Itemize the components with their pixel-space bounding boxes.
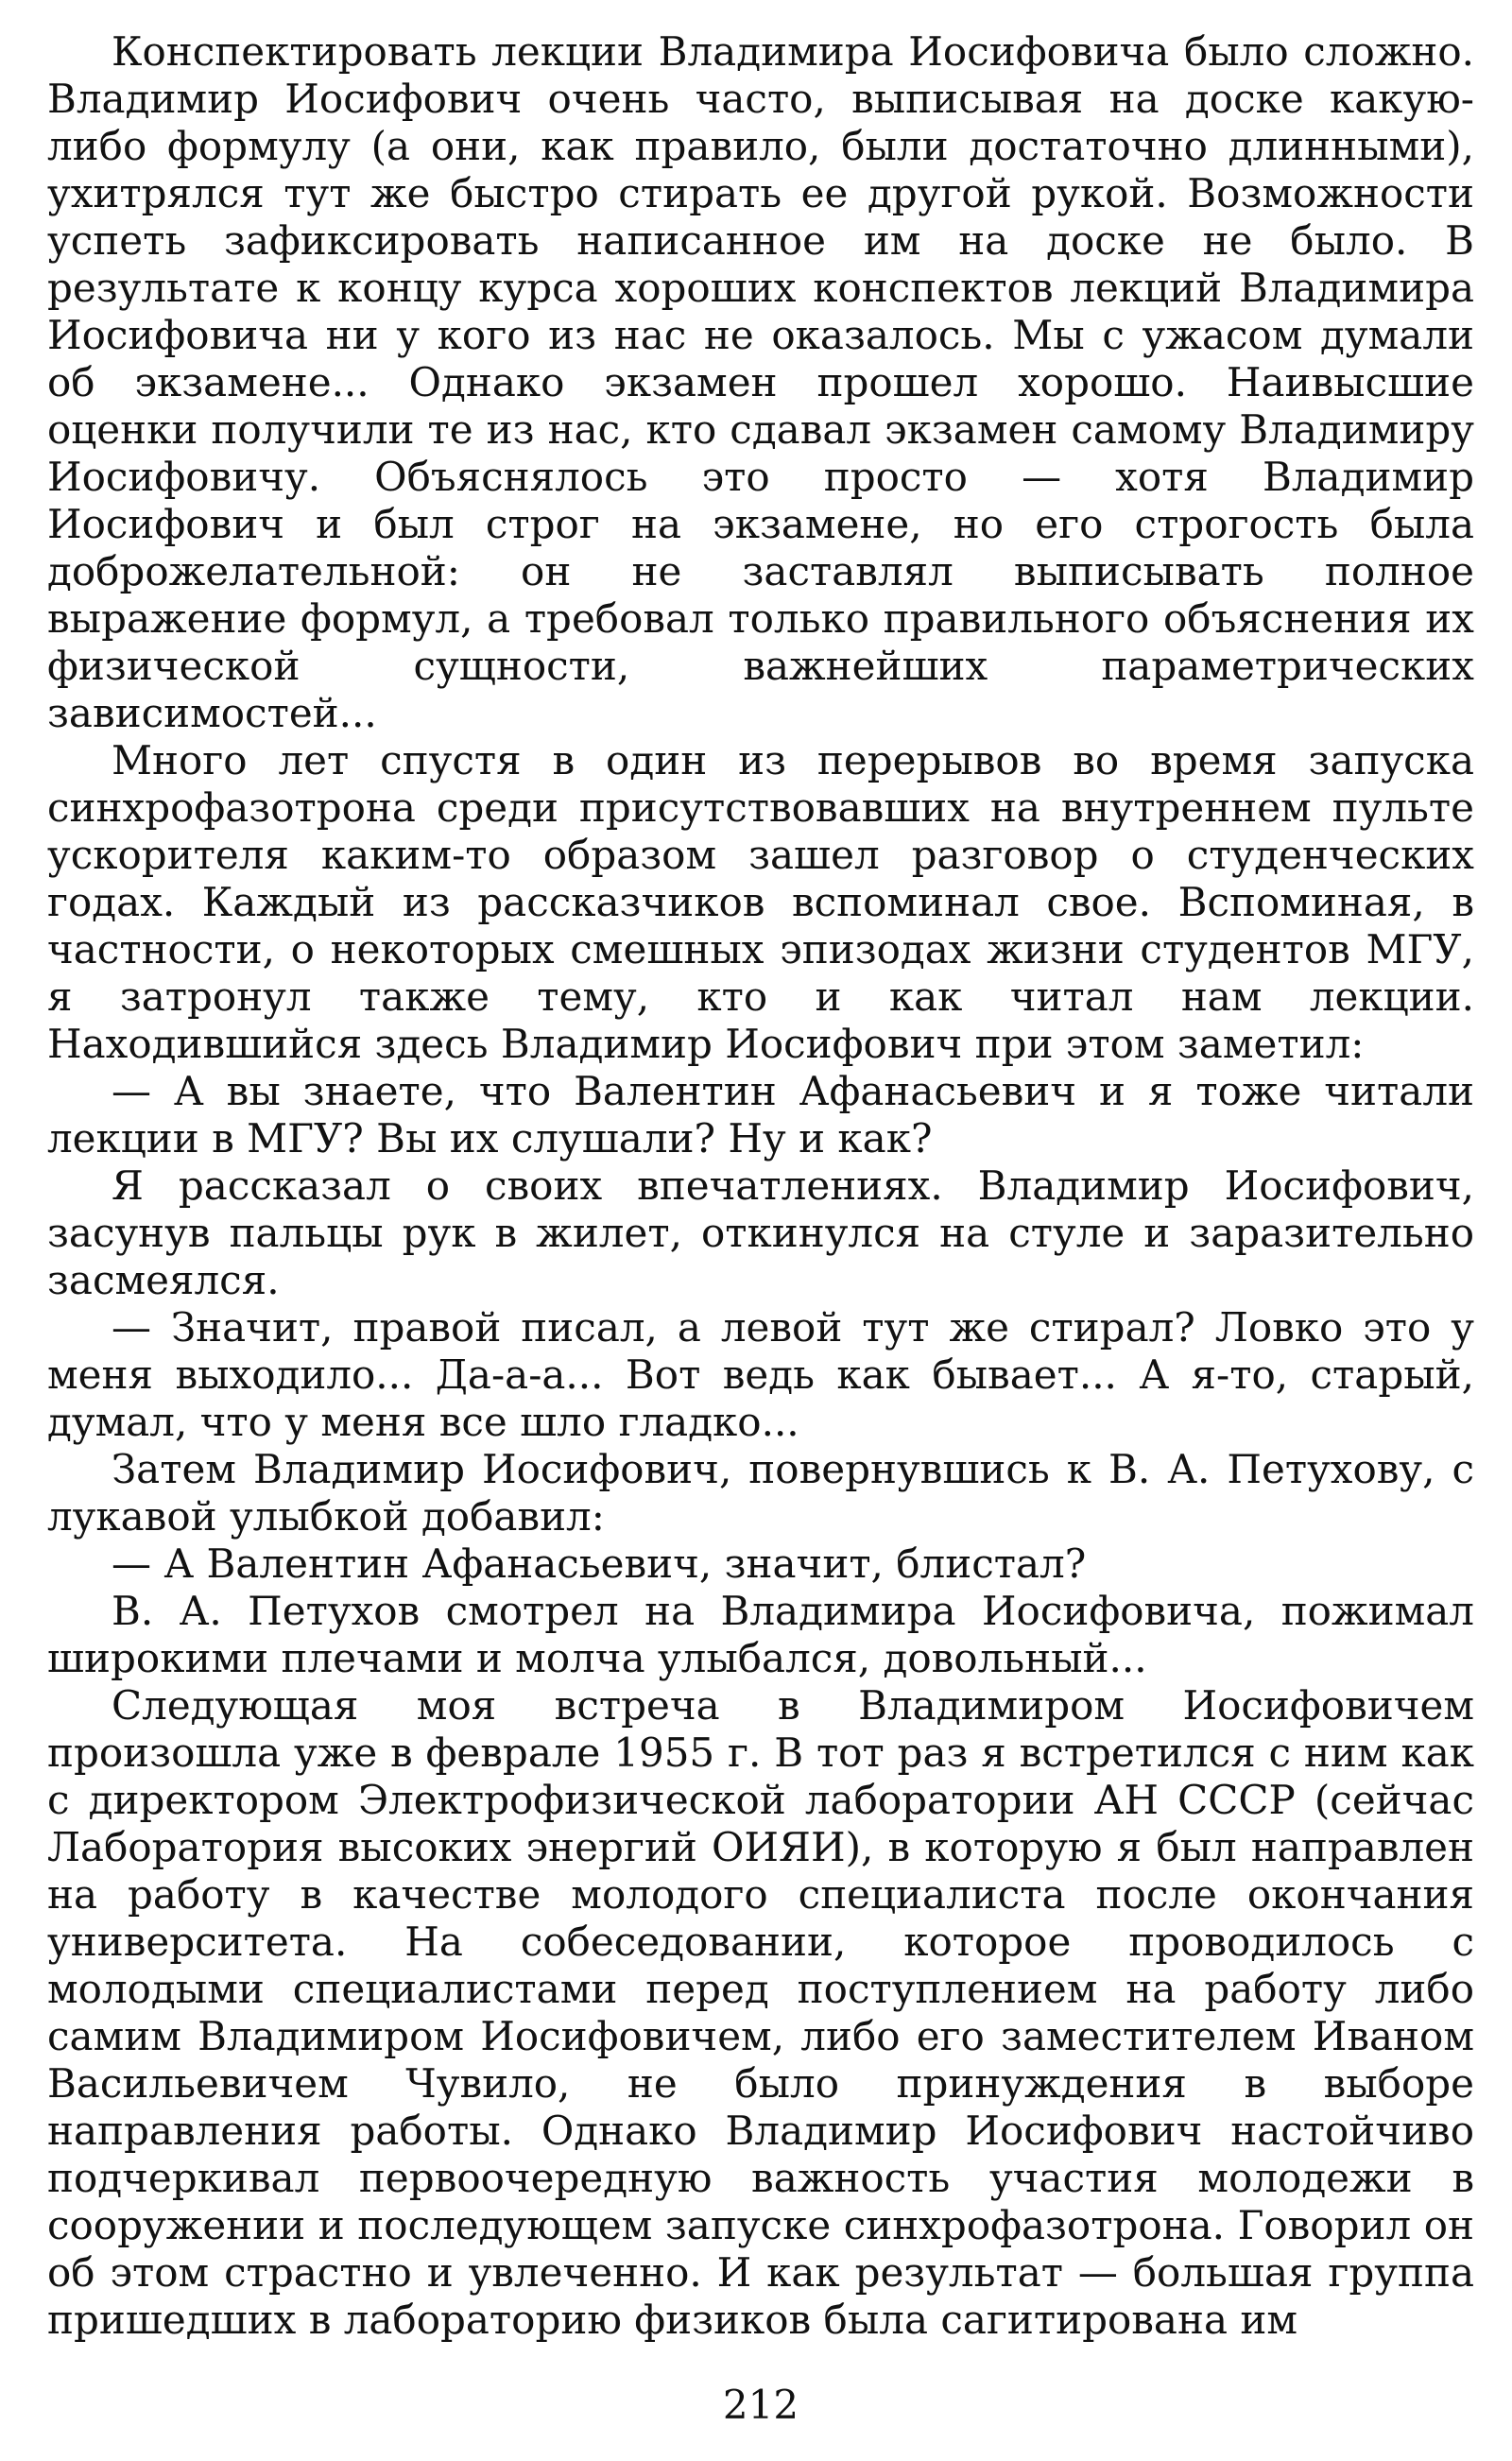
paragraph-8: В. А. Петухов смотрел на Владимира Иосифовича, пожимал широкими плечами и молча улыбался, довольный... bbox=[47, 1588, 1474, 1681]
paragraph-5: — Значит, правой писал, а левой тут же стирал? Ловко это у меня выходило... Да-а-а... Вот ведь как бывает... А я-то, старый, думал, что у меня все шло гладко... bbox=[47, 1304, 1474, 1445]
paragraph-4: Я рассказал о своих впечатлениях. Владимир Иосифович, засунув пальцы рук в жилет, откинулся на стуле и заразительно засмеялся. bbox=[47, 1162, 1474, 1303]
paragraph-9: Следующая моя встреча в Владимиром Иосифовичем произошла уже в феврале 1955 г. В тот раз я встретился с ним как с директором Электрофизической лаборатории АН СССР (сейчас Лаборатория высоких энергий ОИЯИ), в которую я был направлен на работу в качестве молодого специалиста после окончания университета. На собеседовании, которое проводилось с молодыми специалистами перед поступлением на работу либо самим Владимиром Иосифовичем, либо его заместителем Иваном Васильевичем Чувило, не было принуждения в выборе направления работы. Однако Владимир Иосифович настойчиво подчеркивал первоочередную важность участия молодежи в сооружении и последующем запуске синхрофазотрона. Говорил он об этом страстно и увлеченно. И как результат — большая группа пришедших в лабораторию физиков была сагитирована им bbox=[47, 1682, 1474, 2343]
paragraph-1: Конспектировать лекции Владимира Иосифовича было сложно. Владимир Иосифович очень часто, выписывая на доске какую-либо формулу (а они, как правило, были достаточно длинными), ухитрялся тут же быстро стирать ее другой рукой. Возможности успеть зафиксировать написанное им на доске не было. В результате к концу курса хороших конспектов лекций Владимира Иосифовича ни у кого из нас не оказалось. Мы с ужасом думали об экзамене... Однако экзамен прошел хорошо. Наивысшие оценки получили те из нас, кто сдавал экзамен самому Владимиру Иосифовичу. Объяснялось это просто — хотя Владимир Иосифович и был строг на экзамене, но его строгость была доброжелательной: он не заставлял выписывать полное выражение формул, а требовал только правильного объяснения их физической сущности, важнейших параметрических зависимостей... bbox=[47, 28, 1474, 736]
book-page bbox=[47, 28, 1474, 2429]
paragraph-7: — А Валентин Афанасьевич, значит, блистал? bbox=[112, 1540, 1087, 1587]
paragraph-2: Много лет спустя в один из перерывов во время запуска синхрофазотрона среди присутствовавших на внутреннем пульте ускорителя каким-то образом зашел разговор о студенческих годах. Каждый из рассказчиков вспоминал свое. Вспоминая, в частности, о некоторых смешных эпизодах жизни студентов МГУ, я затронул также тему, кто и как читал нам лекции. Находившийся здесь Владимир Иосифович при этом заметил: bbox=[47, 737, 1474, 1067]
paragraph-6: Затем Владимир Иосифович, повернувшись к В. А. Петухову, с лукавой улыбкой добавил: bbox=[47, 1446, 1474, 1540]
text-body bbox=[47, 28, 1474, 2344]
page-number: 212 bbox=[722, 2382, 799, 2428]
paragraph-3: — А вы знаете, что Валентин Афанасьевич и я тоже читали лекции в МГУ? Вы их слушали? Ну и как? bbox=[47, 1068, 1474, 1162]
